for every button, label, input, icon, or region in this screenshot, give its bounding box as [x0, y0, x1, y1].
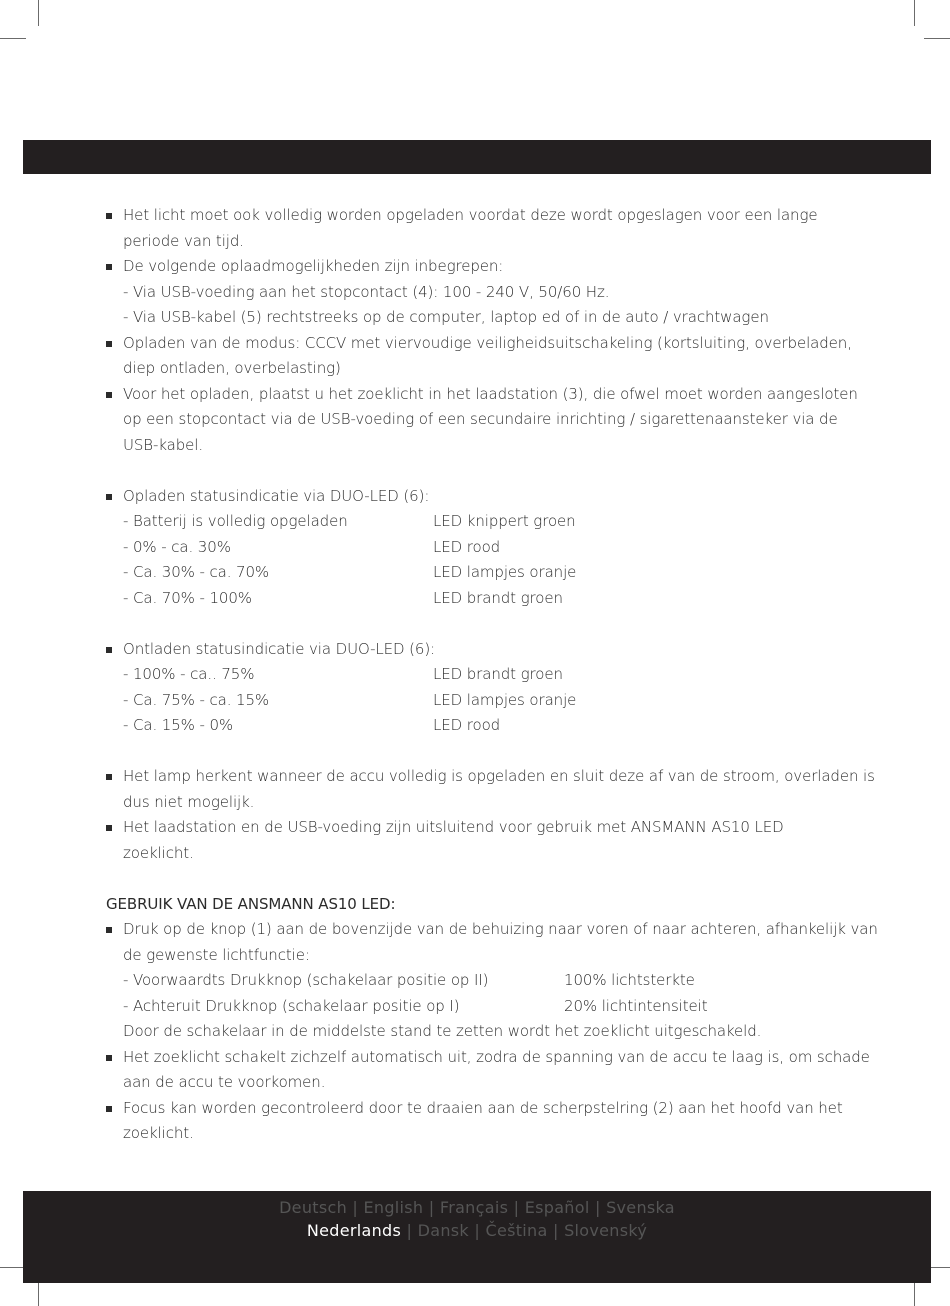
status-row [123, 586, 846, 612]
status-row [123, 713, 846, 739]
separator: | [428, 1198, 435, 1217]
separator: | [406, 1221, 413, 1240]
text-line: diep ontladen, overbelasting) [123, 359, 341, 377]
status-row [123, 560, 846, 586]
crop-mark [0, 38, 26, 39]
usage-heading: GEBRUIK VAN DE ANSMANN AS10 LED: [106, 894, 396, 913]
crop-mark [914, 0, 915, 26]
status-value: LED rood [433, 537, 501, 556]
switch-row [123, 994, 846, 1020]
status-row [123, 662, 846, 688]
bullet-icon [106, 647, 112, 653]
crop-mark [924, 38, 950, 39]
text-line: zoeklicht. [123, 1124, 194, 1142]
language-link-svenska[interactable]: Svenska [606, 1198, 675, 1217]
switch-value: 20% lichtintensiteit [564, 996, 708, 1015]
language-nav-line [23, 1198, 931, 1218]
bullet-icon [106, 774, 112, 780]
text-line: USB-kabel. [123, 435, 204, 454]
status-row [123, 509, 846, 535]
language-footer [23, 1191, 931, 1283]
status-label: - Ca. 15% - 0% [123, 716, 234, 734]
status-value: LED lampjes oranje [433, 690, 577, 709]
text-line: Druk op de knop (1) aan de bovenzijde van de behuizing naar voren of naar achteren, afhankelijk van [123, 920, 878, 938]
text-line: Voor het opladen, plaatst u het zoeklicht in het laadstation (3), die ofwel moet worden aangesloten [123, 384, 858, 403]
status-label: - 0% - ca. 30% [123, 537, 231, 556]
language-link-deutsch[interactable]: Deutsch [279, 1198, 348, 1217]
crop-mark [914, 1280, 915, 1306]
document-body [106, 203, 878, 1147]
language-link-dansk[interactable]: Dansk [417, 1221, 469, 1240]
separator: | [553, 1221, 559, 1240]
switch-row [123, 968, 846, 994]
language-nav-line [23, 1221, 931, 1241]
list-item [106, 254, 846, 331]
switch-label: - Achteruit Drukknop (schakelaar positie op I) [123, 996, 460, 1015]
status-value: LED brandt groen [433, 665, 563, 683]
status-label: - 100% - ca.. 75% [123, 665, 255, 683]
separator: | [513, 1198, 520, 1217]
header-bar [23, 140, 931, 174]
separator: | [474, 1221, 481, 1240]
discharging-status-title: Ontladen statusindicatie via DUO-LED (6): [123, 639, 436, 658]
text-line: Het licht moet ook volledig worden opgeladen voordat deze wordt opgeslagen voor een lange [123, 206, 818, 224]
text-line: Focus kan worden gecontroleerd door te draaien aan de scherpstelring (2) aan het hoofd van het [123, 1098, 843, 1117]
discharging-status-list [106, 637, 846, 739]
crop-mark [38, 1280, 39, 1306]
charging-status-list [106, 484, 846, 612]
status-label: - Ca. 30% - ca. 70% [123, 563, 270, 581]
bullet-icon [106, 927, 112, 933]
list-item [106, 382, 858, 459]
language-link-slovensky[interactable]: Slovenský [564, 1221, 648, 1240]
text-line: Het lamp herkent wanneer de accu volledig is opgeladen en sluit deze af van de stroom, overladen is [123, 767, 875, 785]
switch-label: - Voorwaardts Drukknop (schakelaar positie op II) [123, 971, 489, 989]
language-link-francais[interactable]: Français [439, 1198, 509, 1217]
text-line: dus niet mogelijk. [123, 792, 255, 811]
bullet-icon [106, 264, 112, 270]
bullet-icon [106, 1055, 112, 1061]
text-line: - Via USB-voeding aan het stopcontact (4): 100 - 240 V, 50/60 Hz. [123, 282, 610, 301]
text-line: aan de accu te voorkomen. [123, 1073, 326, 1091]
text-line: Het zoeklicht schakelt zichzelf automatisch uit, zodra de spanning van de accu te laag is, om schade [123, 1047, 870, 1066]
language-link-espanol[interactable]: Español [524, 1198, 590, 1217]
list-item [106, 764, 875, 815]
status-value: LED knippert groen [433, 512, 576, 530]
list-item [106, 1045, 870, 1096]
text-line: op een stopcontact via de USB-voeding of een secundaire inrichting / sigarettenaansteker via de [123, 410, 838, 428]
status-label: - Batterij is volledig opgeladen [123, 512, 348, 530]
status-label: - Ca. 70% - 100% [123, 588, 252, 607]
status-value: LED rood [433, 716, 501, 734]
switch-value: 100% lichtsterkte [564, 971, 695, 989]
list-item [106, 203, 846, 254]
language-link-nederlands[interactable]: Nederlands [306, 1221, 402, 1240]
separator: | [352, 1198, 359, 1217]
list-item [106, 331, 852, 382]
status-label: - Ca. 75% - ca. 15% [123, 690, 270, 709]
text-line: De volgende oplaadmogelijkheden zijn inbegrepen: [123, 257, 504, 275]
text-line: Door de schakelaar in de middelste stand te zetten wordt het zoeklicht uitgeschakeld. [123, 1022, 762, 1040]
language-link-english[interactable]: English [363, 1198, 424, 1217]
charging-status-title: Opladen statusindicatie via DUO-LED (6): [123, 486, 430, 505]
text-line: periode van tijd. [123, 231, 244, 250]
crop-mark [38, 0, 39, 26]
status-value: LED lampjes oranje [433, 563, 577, 581]
bullet-icon [106, 494, 112, 500]
text-line: Het laadstation en de USB-voeding zijn uitsluitend voor gebruik met ANSMANN AS10 LED [123, 818, 784, 836]
text-line: de gewenste lichtfunctie: [123, 945, 310, 964]
bullet-icon [106, 392, 112, 398]
status-row [123, 688, 846, 714]
list-item [106, 917, 878, 1045]
list-item [106, 815, 846, 866]
bullet-icon [106, 1106, 112, 1112]
text-line: - Via USB-kabel (5) rechtstreeks op de computer, laptop ed of in de auto / vrachtwagen [123, 308, 769, 326]
bullet-icon [106, 341, 112, 347]
bullet-icon [106, 213, 112, 219]
language-link-cestina[interactable]: Čeština [485, 1221, 548, 1240]
list-item [106, 1096, 846, 1147]
separator: | [594, 1198, 601, 1217]
text-line: zoeklicht. [123, 843, 194, 862]
text-line: Opladen van de modus: CCCV met viervoudige veiligheidsuitschakeling (kortsluiting, overbeladen, [123, 333, 852, 352]
status-row [123, 535, 846, 561]
status-value: LED brandt groen [433, 588, 563, 607]
bullet-icon [106, 825, 112, 831]
